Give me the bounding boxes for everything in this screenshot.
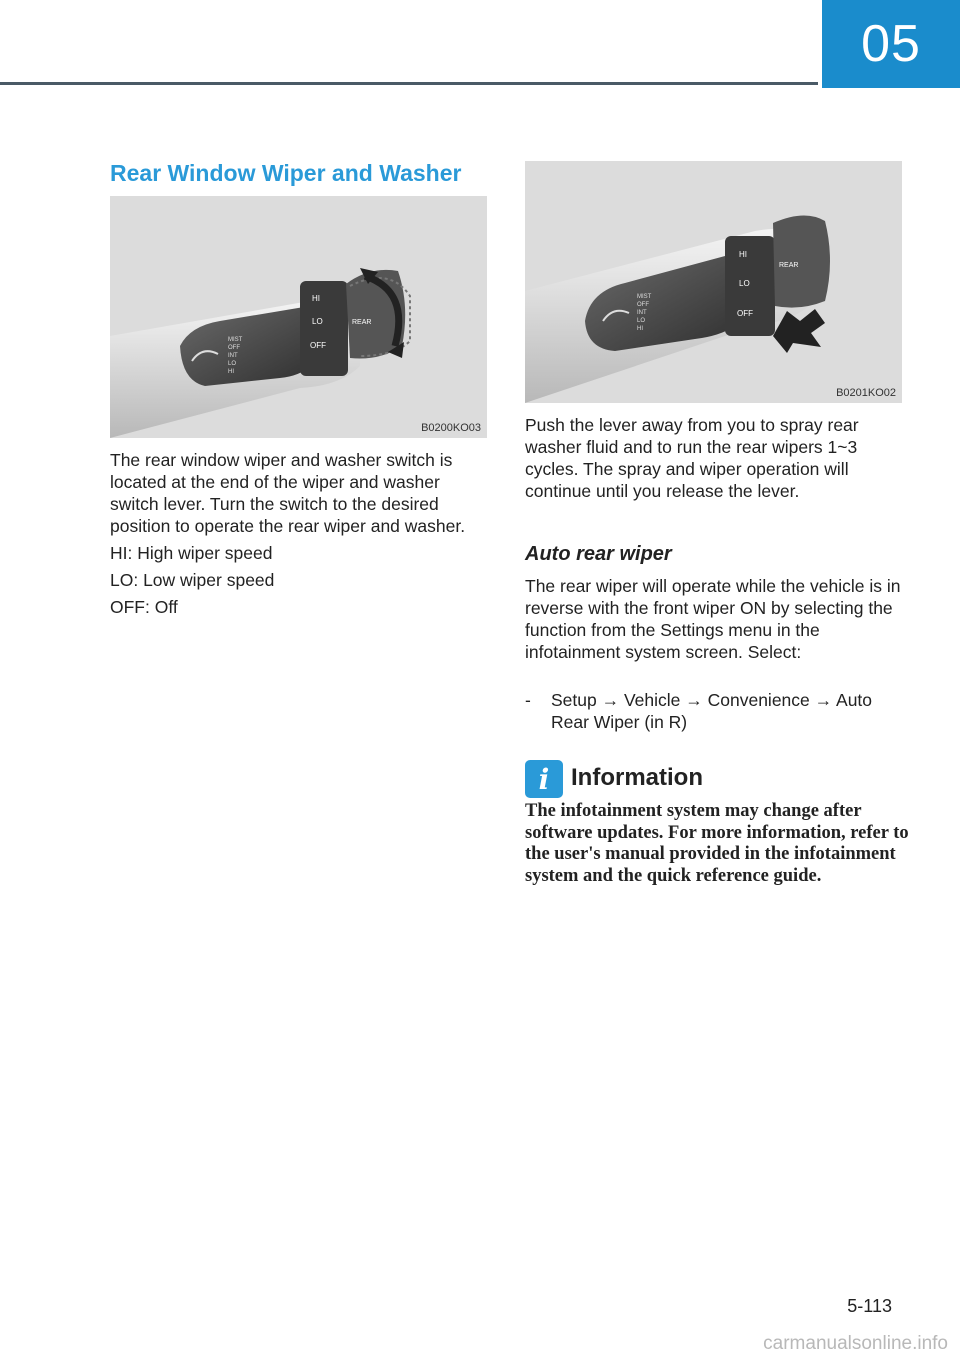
info-body: The infotainment system may change after software updates. For more information, refer to the user's manual provided in the infotainment system and the quick reference guide. (525, 801, 909, 886)
list-item (525, 689, 905, 733)
paragraph: The rear window wiper and washer switch is located at the end of the wiper and washer switch lever. Turn the switch to the desired position to operate the rear wiper and washer. (110, 450, 466, 536)
figure1-lo-label: LO (312, 317, 323, 326)
figure2-mist-label: MIST (637, 294, 652, 300)
figure1-int-label: INT (228, 353, 238, 359)
figure2-off2-label: OFF (637, 302, 649, 308)
wiper-lever-illustration-push (525, 161, 902, 403)
watermark: carmanualsonline.info (763, 1333, 948, 1354)
figure1-rear-label: REAR (352, 319, 372, 326)
figure1-mist-label: MIST (228, 337, 243, 343)
col2-text-block (525, 414, 905, 507)
paragraph: HI: High wiper speed (110, 543, 273, 563)
figure2-lo2-label: LO (637, 318, 646, 324)
page-number: 5-113 (847, 1296, 892, 1316)
wiper-lever-illustration-rotate (110, 196, 487, 438)
lever-drawing (110, 196, 487, 438)
figure-code: B0201KO02 (836, 387, 896, 399)
auto-wiper-text (525, 575, 905, 668)
figure2-hi-label: HI (739, 250, 747, 259)
figure1-hi-label: HI (312, 294, 320, 303)
paragraph: The rear wiper will operate while the vehicle is in reverse with the front wiper ON by selecting the function from the Settings menu in the infotainment system screen. Select: (525, 576, 901, 662)
paragraph: Push the lever away from you to spray rear washer fluid and to run the rear wipers 1~3 cycles. The spray and wiper operation will continue until you release the lever. (525, 415, 859, 501)
figure2-hi2-label: HI (637, 326, 643, 332)
figure1-off-label: OFF (310, 341, 326, 350)
figure1-off2-label: OFF (228, 345, 240, 351)
header-rule (0, 82, 818, 85)
subsection-title: Auto rear wiper (525, 543, 672, 565)
paragraph: LO: Low wiper speed (110, 570, 275, 590)
figure1-lo2-label: LO (228, 361, 237, 367)
chapter-tab: 05 (822, 0, 960, 88)
list-dash: - (525, 690, 531, 710)
figure2-lo-label: LO (739, 279, 750, 288)
list-item-text: Setup → Vehicle → Convenience → Auto Rear Wiper (in R) (551, 690, 873, 732)
figure2-rear-label: REAR (779, 262, 799, 269)
figure2-off-label: OFF (737, 309, 753, 318)
info-title: Information (571, 764, 703, 791)
figure-code: B0200KO03 (421, 422, 481, 434)
col1-text-block (110, 449, 490, 623)
figure1-hi2-label: HI (228, 369, 234, 375)
information-icon: i (525, 760, 563, 798)
section-title: Rear Window Wiper and Washer (110, 160, 462, 186)
lever-drawing (525, 161, 902, 403)
figure2-int-label: INT (637, 310, 647, 316)
paragraph: OFF: Off (110, 597, 178, 617)
